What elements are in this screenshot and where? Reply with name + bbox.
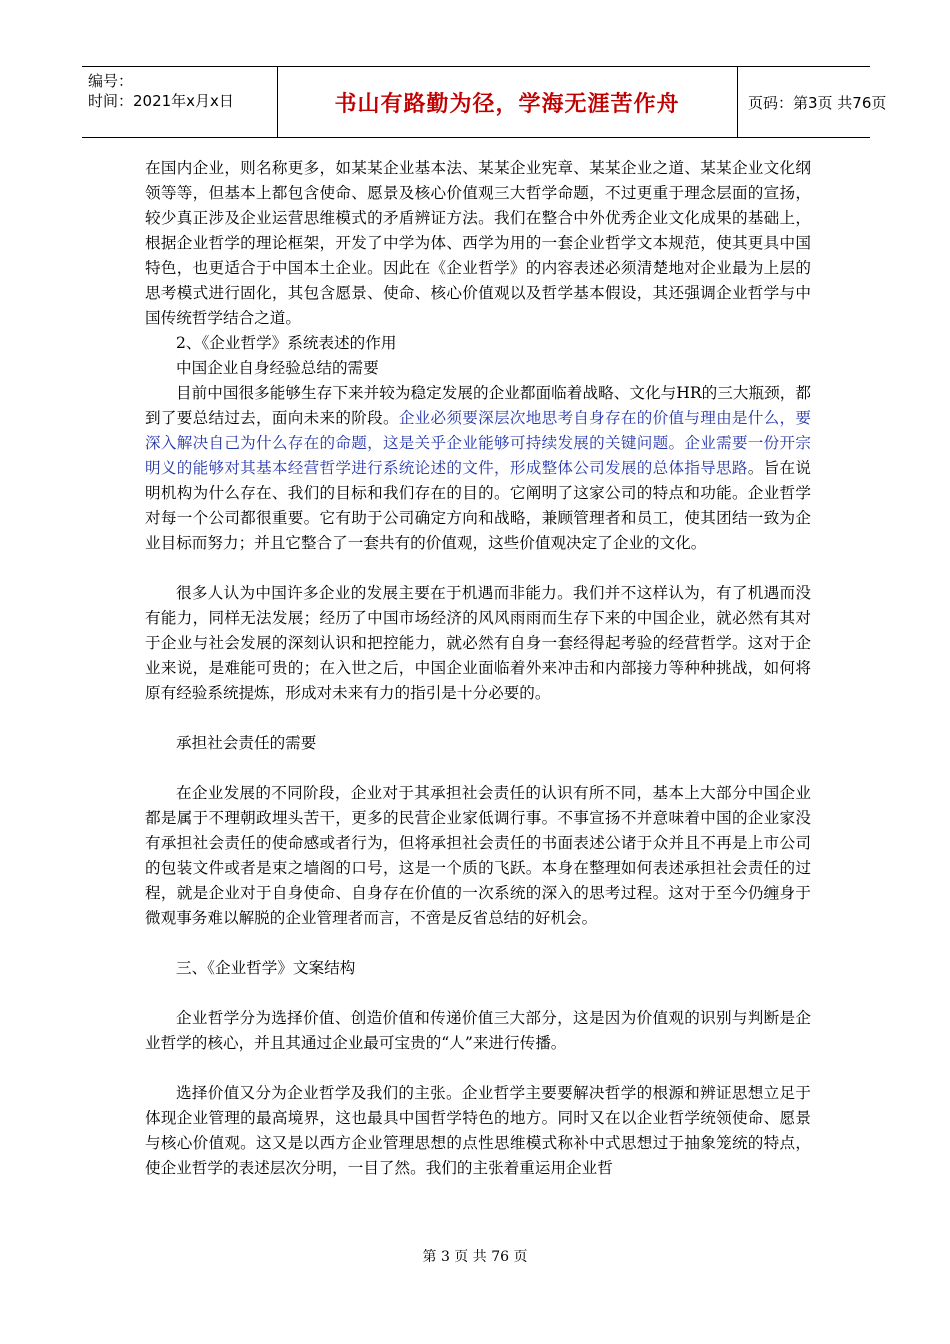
paragraph-select-value: 选择价值又分为企业哲学及我们的主张。企业哲学主要要解决哲学的根源和辨证思想立足于体现企业管理的最高境界，这也最具中国哲学特色的地方。同时又在以企业哲学统领使命、愿景与核心价值观。这又是以西方企业管理思想的点性思维模式称补中式思想过于抽象笼统的特点，使企业哲学的表述层次分明，一目了然。我们的主张着重运用企业哲 xyxy=(145,1084,811,1177)
paragraph-social-responsibility: 在企业发展的不同阶段，企业对于其承担社会责任的认识有所不同，基本上大部分中国企业都是属于不理朝政埋头苦干，更多的民营企业家低调行事。不事宣扬不并意味着中国的企业家没有承担社会责任的使命感或者行为，但将承担社会责任的书面表述公诸于众并且不再是上市公司的包装文件或者是束之墙阁的口号，这是一个质的飞跃。本身在整理如何表述承担社会责任的过程，就是企业对于自身使命、自身存在价值的一次系统的深入的思考过程。这对于至今仍缠身于微观事务难以解脱的企业管理者而言，不啻是反省总结的好机会。 xyxy=(145,784,811,927)
subheading-social-responsibility: 承担社会责任的需要 xyxy=(176,734,317,752)
page-header xyxy=(82,66,887,138)
spacer xyxy=(145,706,811,731)
header-motto-cell xyxy=(277,67,738,137)
spacer xyxy=(145,556,811,581)
motto-text: 书山有路勤为径，学海无涯苦作舟 xyxy=(334,90,680,117)
page-code: 页码：第3页 共76页 xyxy=(748,93,887,112)
header-meta-cell xyxy=(82,67,278,137)
document-date-label: 时间：2021年x月x日 xyxy=(88,92,234,110)
paragraph-opportunity: 很多人认为中国许多企业的发展主要在于机遇而非能力。我们并不这样认为，有了机遇而没有能力，同样无法发展；经历了中国市场经济的风风雨雨而生存下来的中国企业，就必然有其对于企业与社会发展的深刻认识和把控能力，就必然有自身一套经得起考验的经营哲学。这对于企业来说，是难能可贵的；在入世之后，中国企业面临着外来冲击和内部接力等种种挑战，如何将原有经验系统提炼，形成对未来有力的指引是十分必要的。 xyxy=(145,584,811,702)
paragraph-structure: 企业哲学分为选择价值、创造价值和传递价值三大部分，这是因为价值观的识别与判断是企业哲学的核心，并且其通过企业最可宝贵的“人”来进行传播。 xyxy=(145,1009,811,1052)
spacer xyxy=(145,931,811,956)
paragraph-experience-end: 。旨在说明机构为什么存在、我们的目标和我们存在的目的。它阐明了这家公司的特点和功能。企业哲学对每一个公司都很重要。它有助于公司确定方向和战略，兼顾管理者和员工，使其团结一致为企业目标而努力；并且它整合了一套共有的价值观，这些价值观决定了企业的文化。 xyxy=(145,459,811,552)
spacer xyxy=(145,756,811,781)
paragraph-intro: 在国内企业，则名称更多，如某某企业基本法、某某企业宪章、某某企业之道、某某企业文化纲领等等，但基本上都包含使命、愿景及核心价值观三大哲学命题，不过更重于理念层面的宣扬，较少真正涉及企业运营思维模式的矛盾辨证方法。我们在整合中外优秀企业文化成果的基础上，根据企业哲学的理论框架，开发了中学为体、西学为用的一套企业哲学文本规范，使其更具中国特色，也更适合于中国本土企业。因此在《企业哲学》的内容表述必须清楚地对企业最为上层的思考模式进行固化，其包含愿景、使命、核心价值观以及哲学基本假设，其还强调企业哲学与中国传统哲学结合之道。 xyxy=(145,159,811,327)
spacer xyxy=(145,1056,811,1081)
page-footer: 第 3 页 共 76 页 xyxy=(422,1249,528,1265)
paragraph-experience-start: 目前中国很多能够生存下来并较为稳定发展的企业都面临着战略、文化与HR的三大瓶颈，都到了要总结过去，面向未来的阶段。 xyxy=(145,384,811,427)
header-page-cell xyxy=(738,67,887,137)
subheading-experience: 中国企业自身经验总结的需要 xyxy=(176,359,379,377)
highlighted-text: 企业必须要深层次地思考自身存在的价值与理由是什么，要深入解决自己为什么存在的命题，这是关乎企业能够可持续发展的关键问题。企业需要一份开宗明义的能够对其基本经营哲学进行系统论述的文件，形成整体公司发展的总体指导思路 xyxy=(145,409,811,477)
document-number-label: 编号： xyxy=(88,72,134,90)
document-body xyxy=(145,156,811,1181)
paragraph-experience xyxy=(145,381,811,556)
section-heading-2: 2、《企业哲学》系统表述的作用 xyxy=(176,334,397,352)
section-heading-3: 三、《企业哲学》文案结构 xyxy=(176,959,356,977)
spacer xyxy=(145,981,811,1006)
